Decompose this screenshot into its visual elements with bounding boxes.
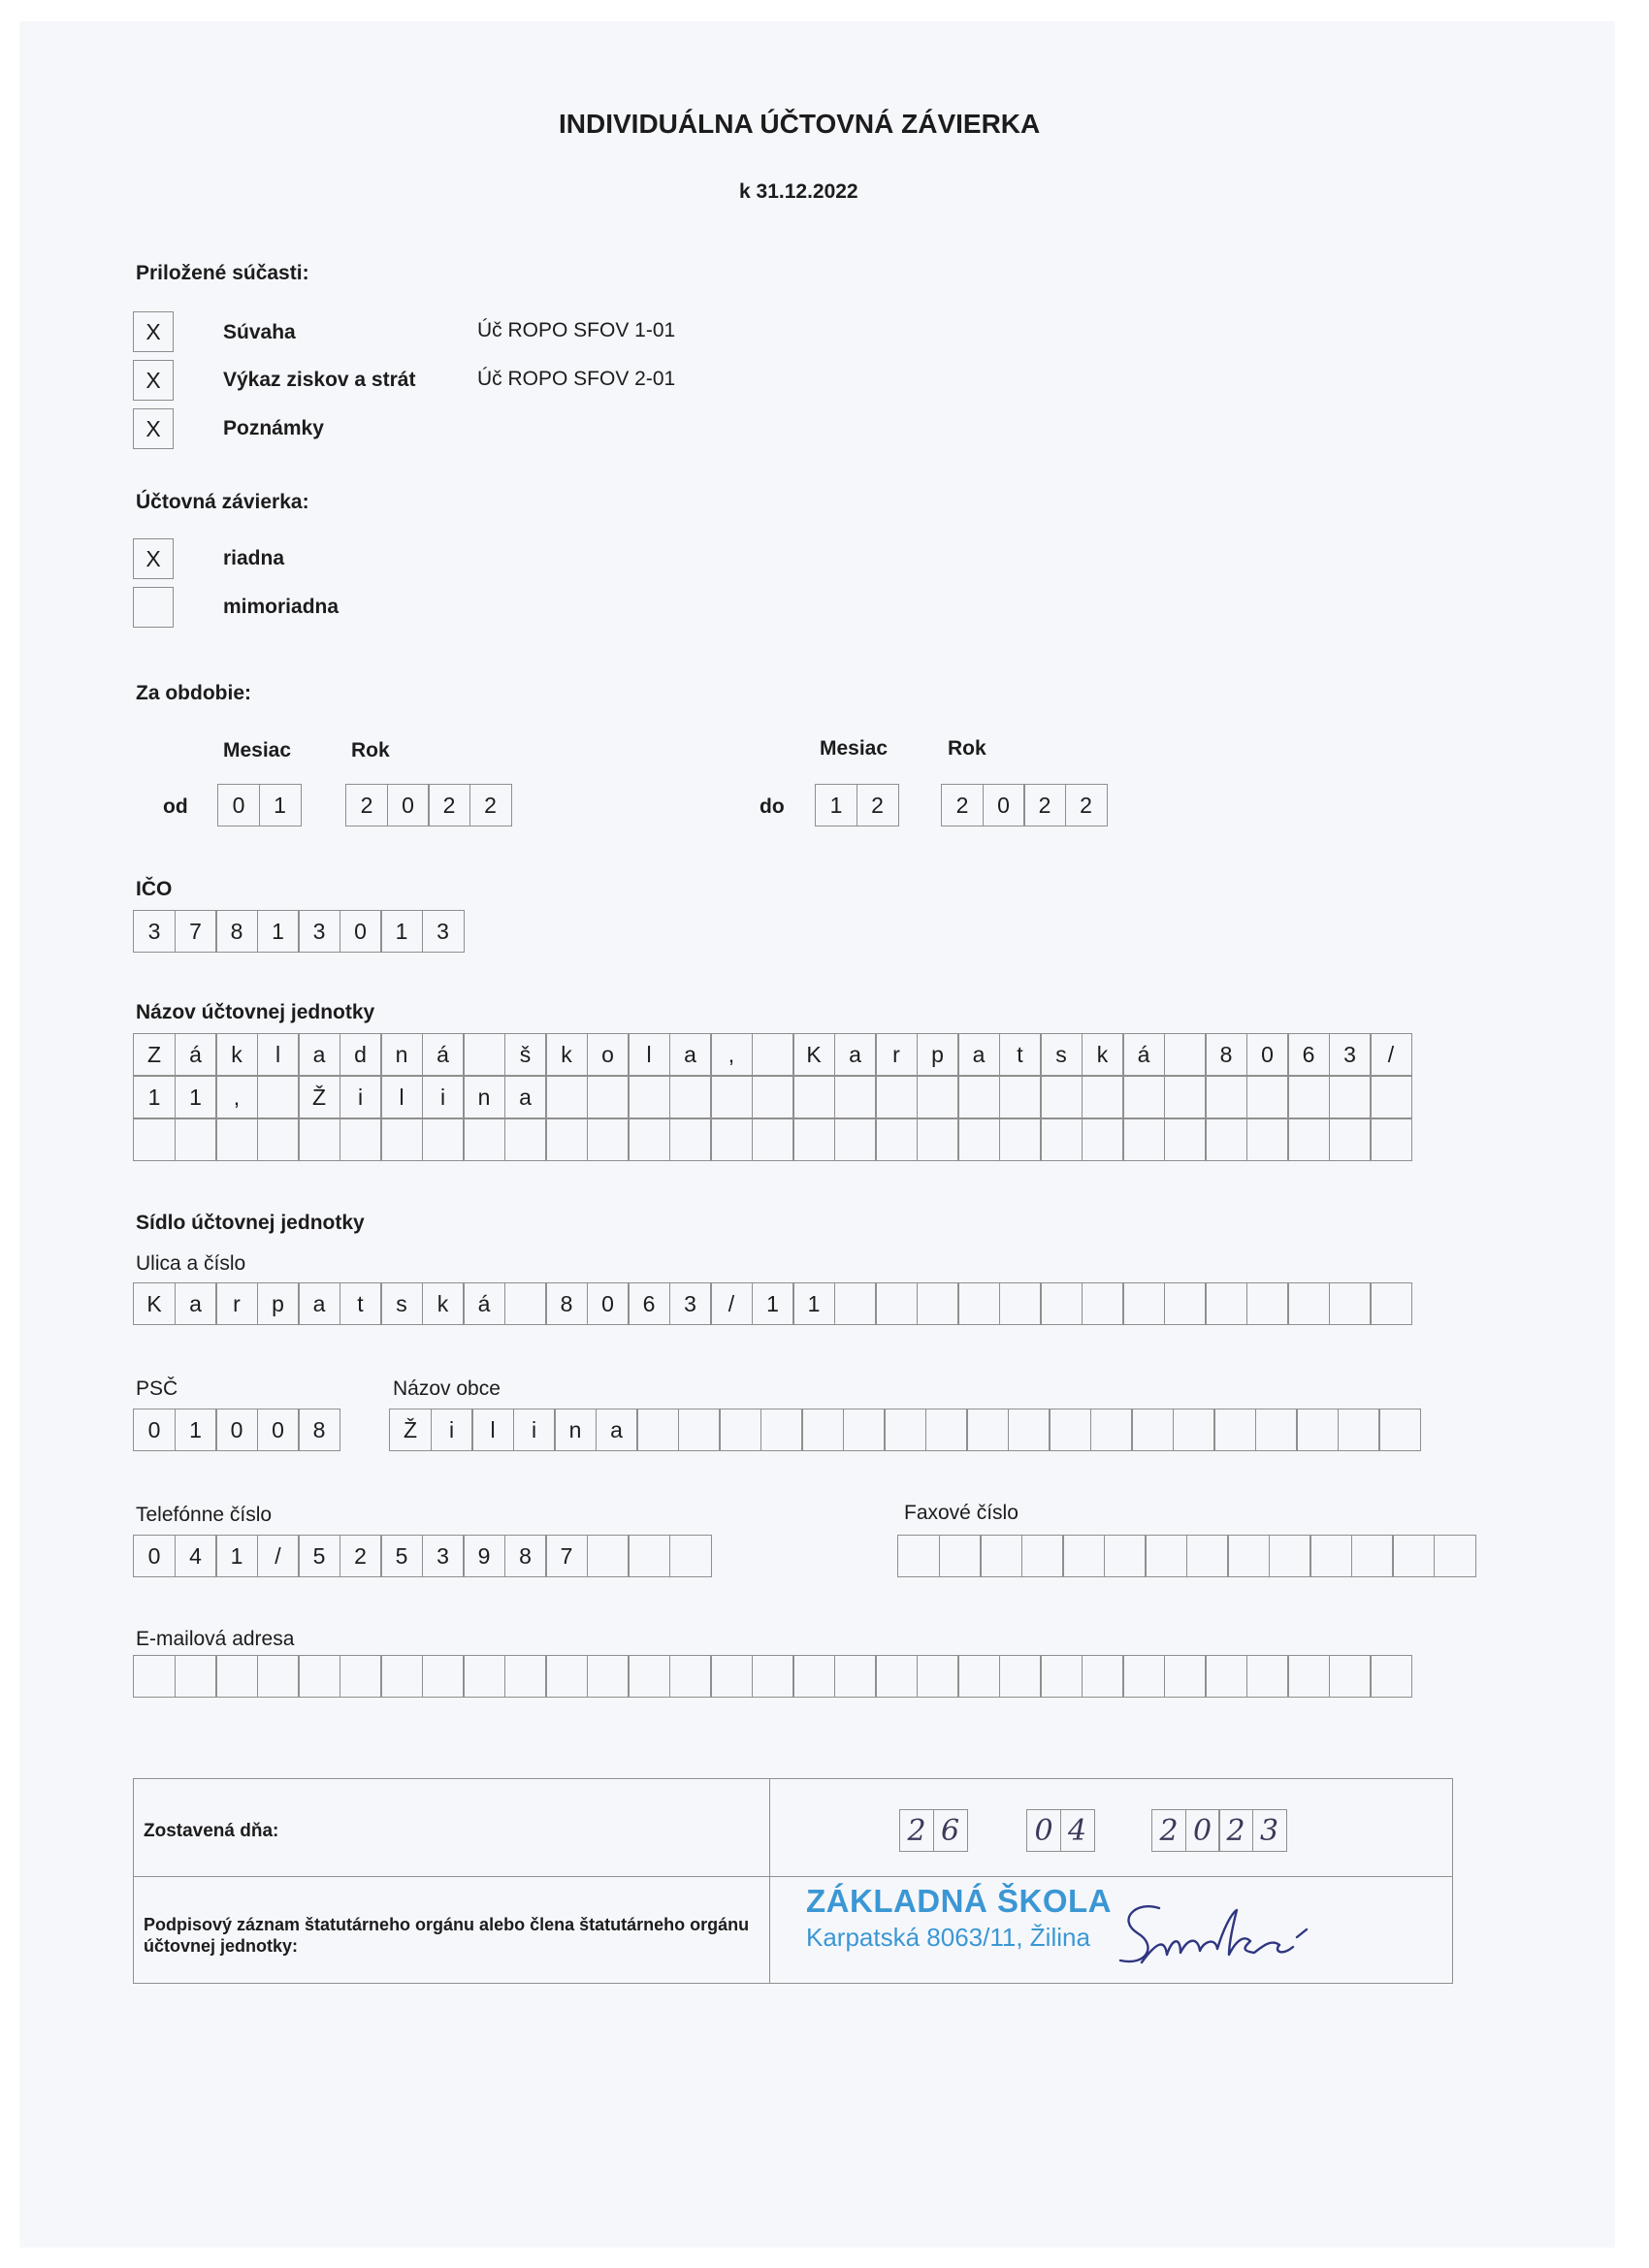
char-cell: l	[257, 1033, 300, 1076]
char-cell: 8	[298, 1409, 340, 1451]
street-label: Ulica a číslo	[136, 1252, 246, 1275]
char-cell	[628, 1655, 670, 1698]
char-cell	[1205, 1655, 1247, 1698]
city-label: Názov obce	[393, 1377, 501, 1400]
char-cell	[628, 1076, 670, 1118]
handwritten-digit: 2	[1151, 1809, 1186, 1852]
char-cell	[1205, 1118, 1247, 1161]
from-year-label: Rok	[351, 739, 390, 761]
char-cell: 0	[133, 1409, 176, 1451]
char-cell: 0	[587, 1282, 630, 1325]
char-cell	[636, 1409, 679, 1451]
char-cell: á	[422, 1033, 465, 1076]
handwritten-digit: 3	[1252, 1809, 1287, 1852]
attachment-code-vykaz: Úč ROPO SFOV 2-01	[477, 368, 676, 390]
document-date: k 31.12.2022	[739, 180, 858, 203]
char-cell	[1287, 1076, 1330, 1118]
phone-label: Telefónne číslo	[136, 1504, 273, 1526]
to-year-cells[interactable]	[941, 784, 1106, 826]
char-cell	[257, 1076, 300, 1118]
signature-label-line1: Podpisový záznam štatutárneho orgánu alebo člena štatutárneho orgánu	[144, 1915, 750, 1934]
char-cell	[340, 1655, 382, 1698]
char-cell	[298, 1655, 340, 1698]
char-cell	[1246, 1118, 1289, 1161]
compiled-year-cells[interactable]	[1151, 1809, 1285, 1852]
char-cell	[792, 1118, 835, 1161]
char-cell: k	[1082, 1033, 1124, 1076]
char-cell: 3	[1329, 1033, 1372, 1076]
char-cell	[1122, 1076, 1165, 1118]
char-cell: a	[298, 1033, 340, 1076]
char-cell: 8	[215, 910, 258, 953]
char-cell	[1287, 1655, 1330, 1698]
char-cell: ,	[215, 1076, 258, 1118]
street-cells[interactable]	[133, 1282, 1411, 1325]
char-cell: 3	[422, 910, 465, 953]
phone-cells[interactable]	[133, 1535, 710, 1577]
char-cell: 1	[380, 910, 423, 953]
digit-cell: 1	[815, 784, 857, 826]
char-cell: 2	[340, 1535, 382, 1577]
char-cell	[1329, 1655, 1372, 1698]
char-cell	[710, 1076, 753, 1118]
char-cell: a	[957, 1033, 1000, 1076]
char-cell: 5	[380, 1535, 423, 1577]
char-cell	[1164, 1282, 1207, 1325]
to-month-cells[interactable]	[815, 784, 897, 826]
char-cell	[966, 1409, 1009, 1451]
char-cell: l	[628, 1033, 670, 1076]
char-cell	[504, 1655, 547, 1698]
char-cell: a	[596, 1409, 638, 1451]
char-cell: Ž	[389, 1409, 432, 1451]
attachment-checkbox-suvaha[interactable]: X	[133, 311, 174, 352]
char-cell	[752, 1655, 794, 1698]
char-cell: l	[471, 1409, 514, 1451]
char-cell: r	[215, 1282, 258, 1325]
closing-label-riadna: riadna	[223, 547, 285, 569]
char-cell: o	[587, 1033, 630, 1076]
char-cell	[1287, 1118, 1330, 1161]
char-cell	[1131, 1409, 1174, 1451]
char-cell	[917, 1655, 959, 1698]
entity-name-label: Názov účtovnej jednotky	[136, 1001, 375, 1023]
char-cell	[1145, 1535, 1187, 1577]
char-cell	[1370, 1118, 1412, 1161]
entity-name-row-1[interactable]	[133, 1033, 1411, 1076]
char-cell	[1062, 1535, 1105, 1577]
char-cell	[957, 1282, 1000, 1325]
char-cell	[1310, 1535, 1352, 1577]
closing-type-heading: Účtovná závierka:	[136, 491, 309, 513]
closing-label-mimoriadna: mimoriadna	[223, 596, 340, 618]
char-cell	[752, 1118, 794, 1161]
char-cell	[1269, 1535, 1311, 1577]
char-cell	[1287, 1282, 1330, 1325]
entity-name-row-3[interactable]	[133, 1118, 1411, 1161]
to-month-label: Mesiac	[820, 737, 889, 760]
document-title: INDIVIDUÁLNA ÚČTOVNÁ ZÁVIERKA	[559, 109, 1041, 139]
char-cell	[1329, 1118, 1372, 1161]
char-cell	[843, 1409, 886, 1451]
handwritten-digit: 2	[899, 1809, 934, 1852]
char-cell	[1104, 1535, 1147, 1577]
char-cell: i	[513, 1409, 556, 1451]
char-cell	[175, 1118, 217, 1161]
attachment-label-vykaz: Výkaz ziskov a strát	[223, 369, 416, 391]
char-cell	[834, 1655, 877, 1698]
char-cell	[1392, 1535, 1435, 1577]
char-cell	[1164, 1655, 1207, 1698]
char-cell	[587, 1076, 630, 1118]
fax-label: Faxové číslo	[904, 1502, 1018, 1524]
char-cell	[752, 1076, 794, 1118]
char-cell: 7	[175, 910, 217, 953]
ico-cells[interactable]	[133, 910, 463, 953]
char-cell: ,	[710, 1033, 753, 1076]
char-cell: Z	[133, 1033, 176, 1076]
char-cell: š	[504, 1033, 547, 1076]
char-cell: i	[422, 1076, 465, 1118]
char-cell	[1370, 1076, 1412, 1118]
char-cell	[1255, 1409, 1298, 1451]
char-cell: i	[431, 1409, 473, 1451]
char-cell: a	[834, 1033, 877, 1076]
digit-cell: 0	[983, 784, 1025, 826]
char-cell	[1040, 1118, 1083, 1161]
char-cell	[422, 1655, 465, 1698]
char-cell: Ž	[298, 1076, 340, 1118]
compiled-month-cells[interactable]	[1026, 1809, 1093, 1852]
char-cell: á	[175, 1033, 217, 1076]
char-cell	[875, 1282, 918, 1325]
char-cell	[1040, 1655, 1083, 1698]
email-cells[interactable]	[133, 1655, 1411, 1698]
char-cell	[1122, 1118, 1165, 1161]
city-cells[interactable]	[389, 1409, 1420, 1451]
char-cell	[463, 1033, 505, 1076]
char-cell	[917, 1118, 959, 1161]
closing-checkbox-riadna[interactable]: X	[133, 538, 174, 579]
char-cell	[792, 1076, 835, 1118]
char-cell	[1351, 1535, 1394, 1577]
char-cell	[801, 1409, 844, 1451]
handwritten-digit: 4	[1060, 1809, 1095, 1852]
to-year-label: Rok	[948, 737, 986, 760]
char-cell	[999, 1282, 1042, 1325]
digit-cell: 2	[345, 784, 388, 826]
char-cell	[1122, 1282, 1165, 1325]
char-cell: 0	[340, 910, 382, 953]
char-cell	[380, 1118, 423, 1161]
school-stamp-line2: Karpatská 8063/11, Žilina	[806, 1923, 1090, 1952]
char-cell	[628, 1118, 670, 1161]
char-cell	[1296, 1409, 1339, 1451]
char-cell	[1338, 1409, 1380, 1451]
char-cell: 1	[175, 1076, 217, 1118]
char-cell	[1329, 1282, 1372, 1325]
char-cell	[1205, 1282, 1247, 1325]
char-cell	[1082, 1118, 1124, 1161]
handwritten-digit: 2	[1218, 1809, 1253, 1852]
char-cell: k	[422, 1282, 465, 1325]
char-cell: 9	[463, 1535, 505, 1577]
char-cell	[719, 1409, 761, 1451]
email-label: E-mailová adresa	[136, 1628, 295, 1650]
char-cell	[957, 1655, 1000, 1698]
char-cell: t	[340, 1282, 382, 1325]
char-cell: 4	[175, 1535, 217, 1577]
digit-cell: 2	[469, 784, 512, 826]
char-cell	[1021, 1535, 1064, 1577]
char-cell	[463, 1118, 505, 1161]
signature-label-line2: účtovnej jednotky:	[144, 1936, 299, 1956]
compiled-date-label: Zostavená dňa:	[144, 1821, 279, 1841]
char-cell: l	[380, 1076, 423, 1118]
char-cell: 8	[545, 1282, 588, 1325]
attachment-code-suvaha: Úč ROPO SFOV 1-01	[477, 319, 676, 341]
char-cell: 3	[298, 910, 340, 953]
char-cell	[1082, 1076, 1124, 1118]
char-cell: s	[380, 1282, 423, 1325]
table-divider	[134, 1876, 1452, 1877]
char-cell: 0	[257, 1409, 300, 1451]
char-cell	[175, 1655, 217, 1698]
psc-cells[interactable]	[133, 1409, 340, 1451]
char-cell	[980, 1535, 1022, 1577]
char-cell	[1122, 1655, 1165, 1698]
char-cell: 6	[1287, 1033, 1330, 1076]
char-cell	[215, 1118, 258, 1161]
char-cell: s	[1040, 1033, 1083, 1076]
char-cell: 8	[1205, 1033, 1247, 1076]
digit-cell: 2	[941, 784, 984, 826]
char-cell	[1082, 1655, 1124, 1698]
compiled-day-cells[interactable]	[899, 1809, 966, 1852]
char-cell: n	[380, 1033, 423, 1076]
char-cell	[422, 1118, 465, 1161]
char-cell	[380, 1655, 423, 1698]
digit-cell: 2	[1065, 784, 1108, 826]
char-cell	[545, 1655, 588, 1698]
char-cell	[1049, 1409, 1091, 1451]
char-cell: p	[257, 1282, 300, 1325]
char-cell	[504, 1118, 547, 1161]
char-cell	[834, 1076, 877, 1118]
char-cell: K	[792, 1033, 835, 1076]
char-cell	[917, 1076, 959, 1118]
school-stamp-line1: ZÁKLADNÁ ŠKOLA	[806, 1883, 1112, 1919]
char-cell: 3	[669, 1282, 712, 1325]
char-cell	[504, 1282, 547, 1325]
attachment-label-poznamky: Poznámky	[223, 417, 324, 439]
char-cell: /	[710, 1282, 753, 1325]
char-cell	[669, 1535, 712, 1577]
handwritten-digit: 0	[1026, 1809, 1061, 1852]
char-cell	[1246, 1655, 1289, 1698]
char-cell: 0	[133, 1535, 176, 1577]
char-cell	[463, 1655, 505, 1698]
char-cell	[752, 1033, 794, 1076]
char-cell	[710, 1118, 753, 1161]
char-cell: 1	[133, 1076, 176, 1118]
digit-cell: 2	[857, 784, 899, 826]
char-cell	[875, 1655, 918, 1698]
char-cell	[999, 1076, 1042, 1118]
char-cell: 1	[215, 1535, 258, 1577]
char-cell: á	[463, 1282, 505, 1325]
handwritten-digit: 6	[933, 1809, 968, 1852]
char-cell: 7	[545, 1535, 588, 1577]
handwritten-signature	[1109, 1891, 1322, 1978]
char-cell	[1378, 1409, 1421, 1451]
entity-name-row-2[interactable]	[133, 1076, 1411, 1118]
char-cell	[792, 1655, 835, 1698]
char-cell	[298, 1118, 340, 1161]
char-cell	[545, 1076, 588, 1118]
from-month-cells[interactable]	[217, 784, 300, 826]
digit-cell: 2	[1023, 784, 1066, 826]
char-cell	[628, 1535, 670, 1577]
char-cell: a	[298, 1282, 340, 1325]
char-cell	[1164, 1033, 1207, 1076]
char-cell	[1082, 1282, 1124, 1325]
char-cell	[587, 1535, 630, 1577]
ico-label: IČO	[136, 878, 173, 900]
char-cell	[257, 1655, 300, 1698]
char-cell	[1008, 1409, 1051, 1451]
char-cell	[133, 1655, 176, 1698]
char-cell	[669, 1655, 712, 1698]
char-cell	[957, 1076, 1000, 1118]
char-cell	[999, 1655, 1042, 1698]
char-cell	[215, 1655, 258, 1698]
char-cell: k	[215, 1033, 258, 1076]
digit-cell: 0	[217, 784, 260, 826]
char-cell	[678, 1409, 721, 1451]
char-cell: 1	[752, 1282, 794, 1325]
char-cell: a	[175, 1282, 217, 1325]
closing-checkbox-mimoriadna[interactable]	[133, 587, 174, 628]
psc-label: PSČ	[136, 1377, 178, 1400]
char-cell: 3	[133, 910, 176, 953]
char-cell	[999, 1118, 1042, 1161]
char-cell: 3	[422, 1535, 465, 1577]
char-cell	[1434, 1535, 1476, 1577]
char-cell	[834, 1282, 877, 1325]
from-year-cells[interactable]	[345, 784, 510, 826]
char-cell	[939, 1535, 982, 1577]
char-cell	[1090, 1409, 1133, 1451]
char-cell	[545, 1118, 588, 1161]
char-cell	[710, 1655, 753, 1698]
char-cell	[1246, 1076, 1289, 1118]
char-cell	[1164, 1076, 1207, 1118]
digit-cell: 0	[387, 784, 430, 826]
char-cell	[669, 1118, 712, 1161]
from-month-label: Mesiac	[223, 739, 292, 761]
digit-cell: 1	[259, 784, 302, 826]
char-cell	[875, 1076, 918, 1118]
char-cell	[1186, 1535, 1229, 1577]
char-cell	[1246, 1282, 1289, 1325]
char-cell: á	[1122, 1033, 1165, 1076]
char-cell: 8	[504, 1535, 547, 1577]
char-cell: 1	[792, 1282, 835, 1325]
char-cell: a	[669, 1033, 712, 1076]
char-cell: t	[999, 1033, 1042, 1076]
char-cell	[1040, 1282, 1083, 1325]
char-cell	[257, 1118, 300, 1161]
char-cell: a	[504, 1076, 547, 1118]
char-cell	[1370, 1282, 1412, 1325]
fax-cells[interactable]	[897, 1535, 1474, 1577]
digit-cell: 2	[428, 784, 470, 826]
seat-label: Sídlo účtovnej jednotky	[136, 1212, 365, 1234]
char-cell: k	[545, 1033, 588, 1076]
char-cell: r	[875, 1033, 918, 1076]
char-cell	[884, 1409, 926, 1451]
char-cell	[1213, 1409, 1256, 1451]
char-cell: 0	[1246, 1033, 1289, 1076]
char-cell	[587, 1655, 630, 1698]
char-cell	[340, 1118, 382, 1161]
char-cell	[1227, 1535, 1270, 1577]
char-cell: K	[133, 1282, 176, 1325]
from-label: od	[163, 795, 188, 818]
char-cell	[133, 1118, 176, 1161]
char-cell	[1164, 1118, 1207, 1161]
char-cell: p	[917, 1033, 959, 1076]
period-heading: Za obdobie:	[136, 682, 251, 704]
char-cell: /	[257, 1535, 300, 1577]
char-cell	[925, 1409, 968, 1451]
char-cell: 5	[298, 1535, 340, 1577]
char-cell: n	[554, 1409, 597, 1451]
char-cell: 0	[215, 1409, 258, 1451]
to-label: do	[760, 795, 785, 818]
char-cell	[875, 1118, 918, 1161]
char-cell: n	[463, 1076, 505, 1118]
char-cell: 1	[175, 1409, 217, 1451]
table-divider	[769, 1779, 770, 1983]
attachments-heading: Priložené súčasti:	[136, 262, 309, 284]
char-cell	[1370, 1655, 1412, 1698]
handwritten-digit: 0	[1185, 1809, 1220, 1852]
char-cell	[587, 1118, 630, 1161]
char-cell: 1	[257, 910, 300, 953]
char-cell	[834, 1118, 877, 1161]
char-cell	[917, 1282, 959, 1325]
attachment-checkbox-poznamky[interactable]: X	[133, 408, 174, 449]
attachment-checkbox-vykaz[interactable]: X	[133, 360, 174, 401]
attachment-label-suvaha: Súvaha	[223, 321, 296, 343]
char-cell	[897, 1535, 940, 1577]
char-cell	[1173, 1409, 1215, 1451]
char-cell	[760, 1409, 803, 1451]
char-cell: d	[340, 1033, 382, 1076]
char-cell	[957, 1118, 1000, 1161]
char-cell	[1040, 1076, 1083, 1118]
signature-table	[133, 1778, 1453, 1984]
char-cell: i	[340, 1076, 382, 1118]
char-cell	[1205, 1076, 1247, 1118]
char-cell: 6	[628, 1282, 670, 1325]
char-cell	[1329, 1076, 1372, 1118]
char-cell	[669, 1076, 712, 1118]
char-cell: /	[1370, 1033, 1412, 1076]
